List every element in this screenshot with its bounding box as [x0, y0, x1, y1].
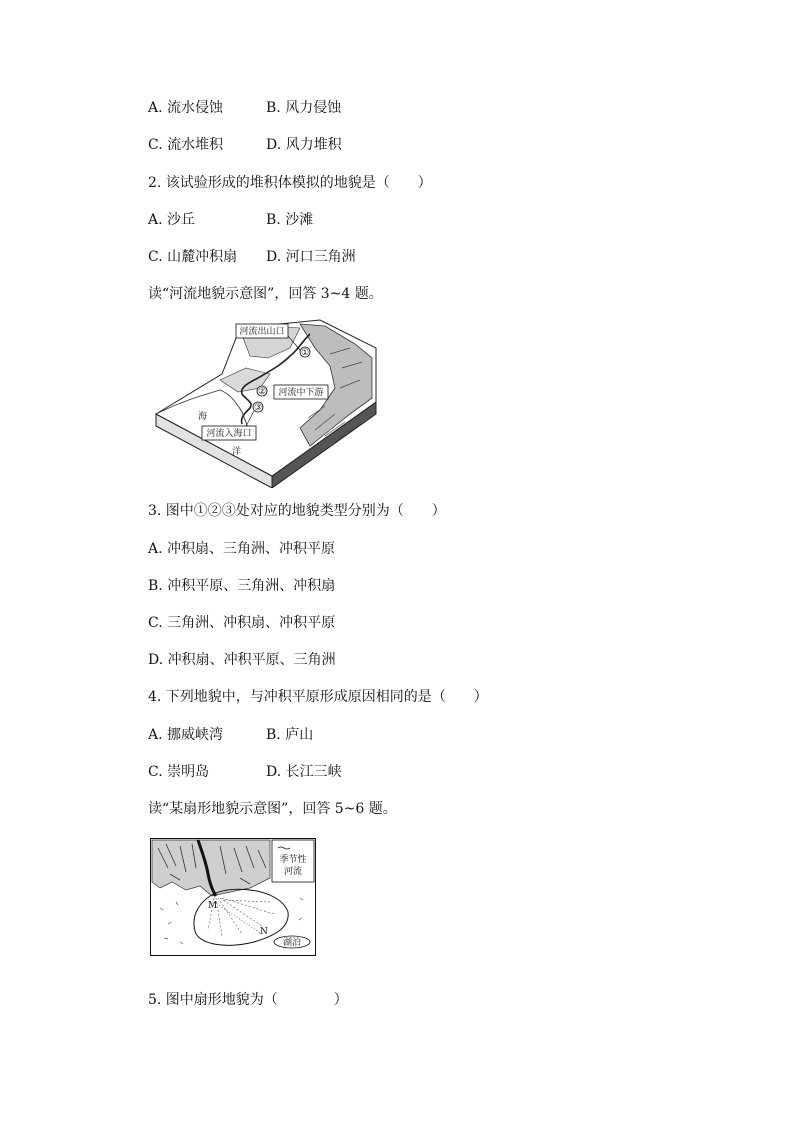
label-river-exit: 河流出山口 [239, 327, 285, 337]
river-landform-diagram [150, 318, 382, 488]
sea-label-1: 海 [198, 412, 208, 422]
q3-option-a: A. 冲积扇、三角洲、冲积平原 [148, 541, 336, 557]
legend-line-2: 河流 [283, 867, 303, 877]
q4-option-d: D. 长江三峡 [266, 764, 342, 780]
q4-option-a: A. 挪威峡湾 [148, 727, 224, 743]
q2-stem: 2. 该试验形成的堆积体模拟的地貌是（ ） [148, 175, 432, 191]
marker-2: ② [257, 387, 267, 397]
sea-label-2: 洋 [232, 447, 242, 457]
q2-option-d: D. 河口三角洲 [266, 249, 356, 265]
fan-landform-diagram [150, 838, 316, 956]
q5-stem: 5. 图中扇形地貌为（ ） [148, 992, 348, 1008]
q4-option-c: C. 崇明岛 [148, 764, 210, 780]
q2-option-b: B. 沙滩 [266, 212, 314, 228]
point-m: M [208, 901, 218, 911]
q2-option-c: C. 山麓冲积扇 [148, 249, 238, 265]
q3-option-c: C. 三角洲、冲积扇、冲积平原 [148, 615, 336, 631]
label-river-middle-lower: 河流中下游 [278, 388, 324, 398]
marker-1: ① [300, 348, 310, 358]
q1-option-d: D. 风力堆积 [266, 137, 342, 153]
label-river-mouth: 河流入海口 [206, 429, 252, 439]
q1-option-c: C. 流水堆积 [148, 137, 224, 153]
q3-stem: 3. 图中①②③处对应的地貌类型分别为（ ） [148, 503, 446, 519]
q1-option-a: A. 流水侵蚀 [148, 100, 224, 116]
intro-questions-5-6: 读“某扇形地貌示意图”，回答 5~6 题。 [148, 801, 397, 817]
point-n: N [260, 927, 268, 937]
q4-stem: 4. 下列地貌中，与冲积平原形成原因相同的是（ ） [148, 689, 488, 705]
legend-line-1: 季节性 [279, 855, 307, 865]
marker-3: ③ [253, 403, 263, 413]
q3-option-d: D. 冲积扇、冲积平原、三角洲 [148, 652, 336, 668]
intro-questions-3-4: 读“河流地貌示意图”，回答 3~4 题。 [148, 286, 383, 302]
lake-label: 湖泊 [282, 938, 302, 948]
q3-option-b: B. 冲积平原、三角洲、冲积扇 [148, 578, 336, 594]
q4-option-b: B. 庐山 [266, 727, 314, 743]
q2-option-a: A. 沙丘 [148, 212, 196, 228]
q1-option-b: B. 风力侵蚀 [266, 100, 342, 116]
